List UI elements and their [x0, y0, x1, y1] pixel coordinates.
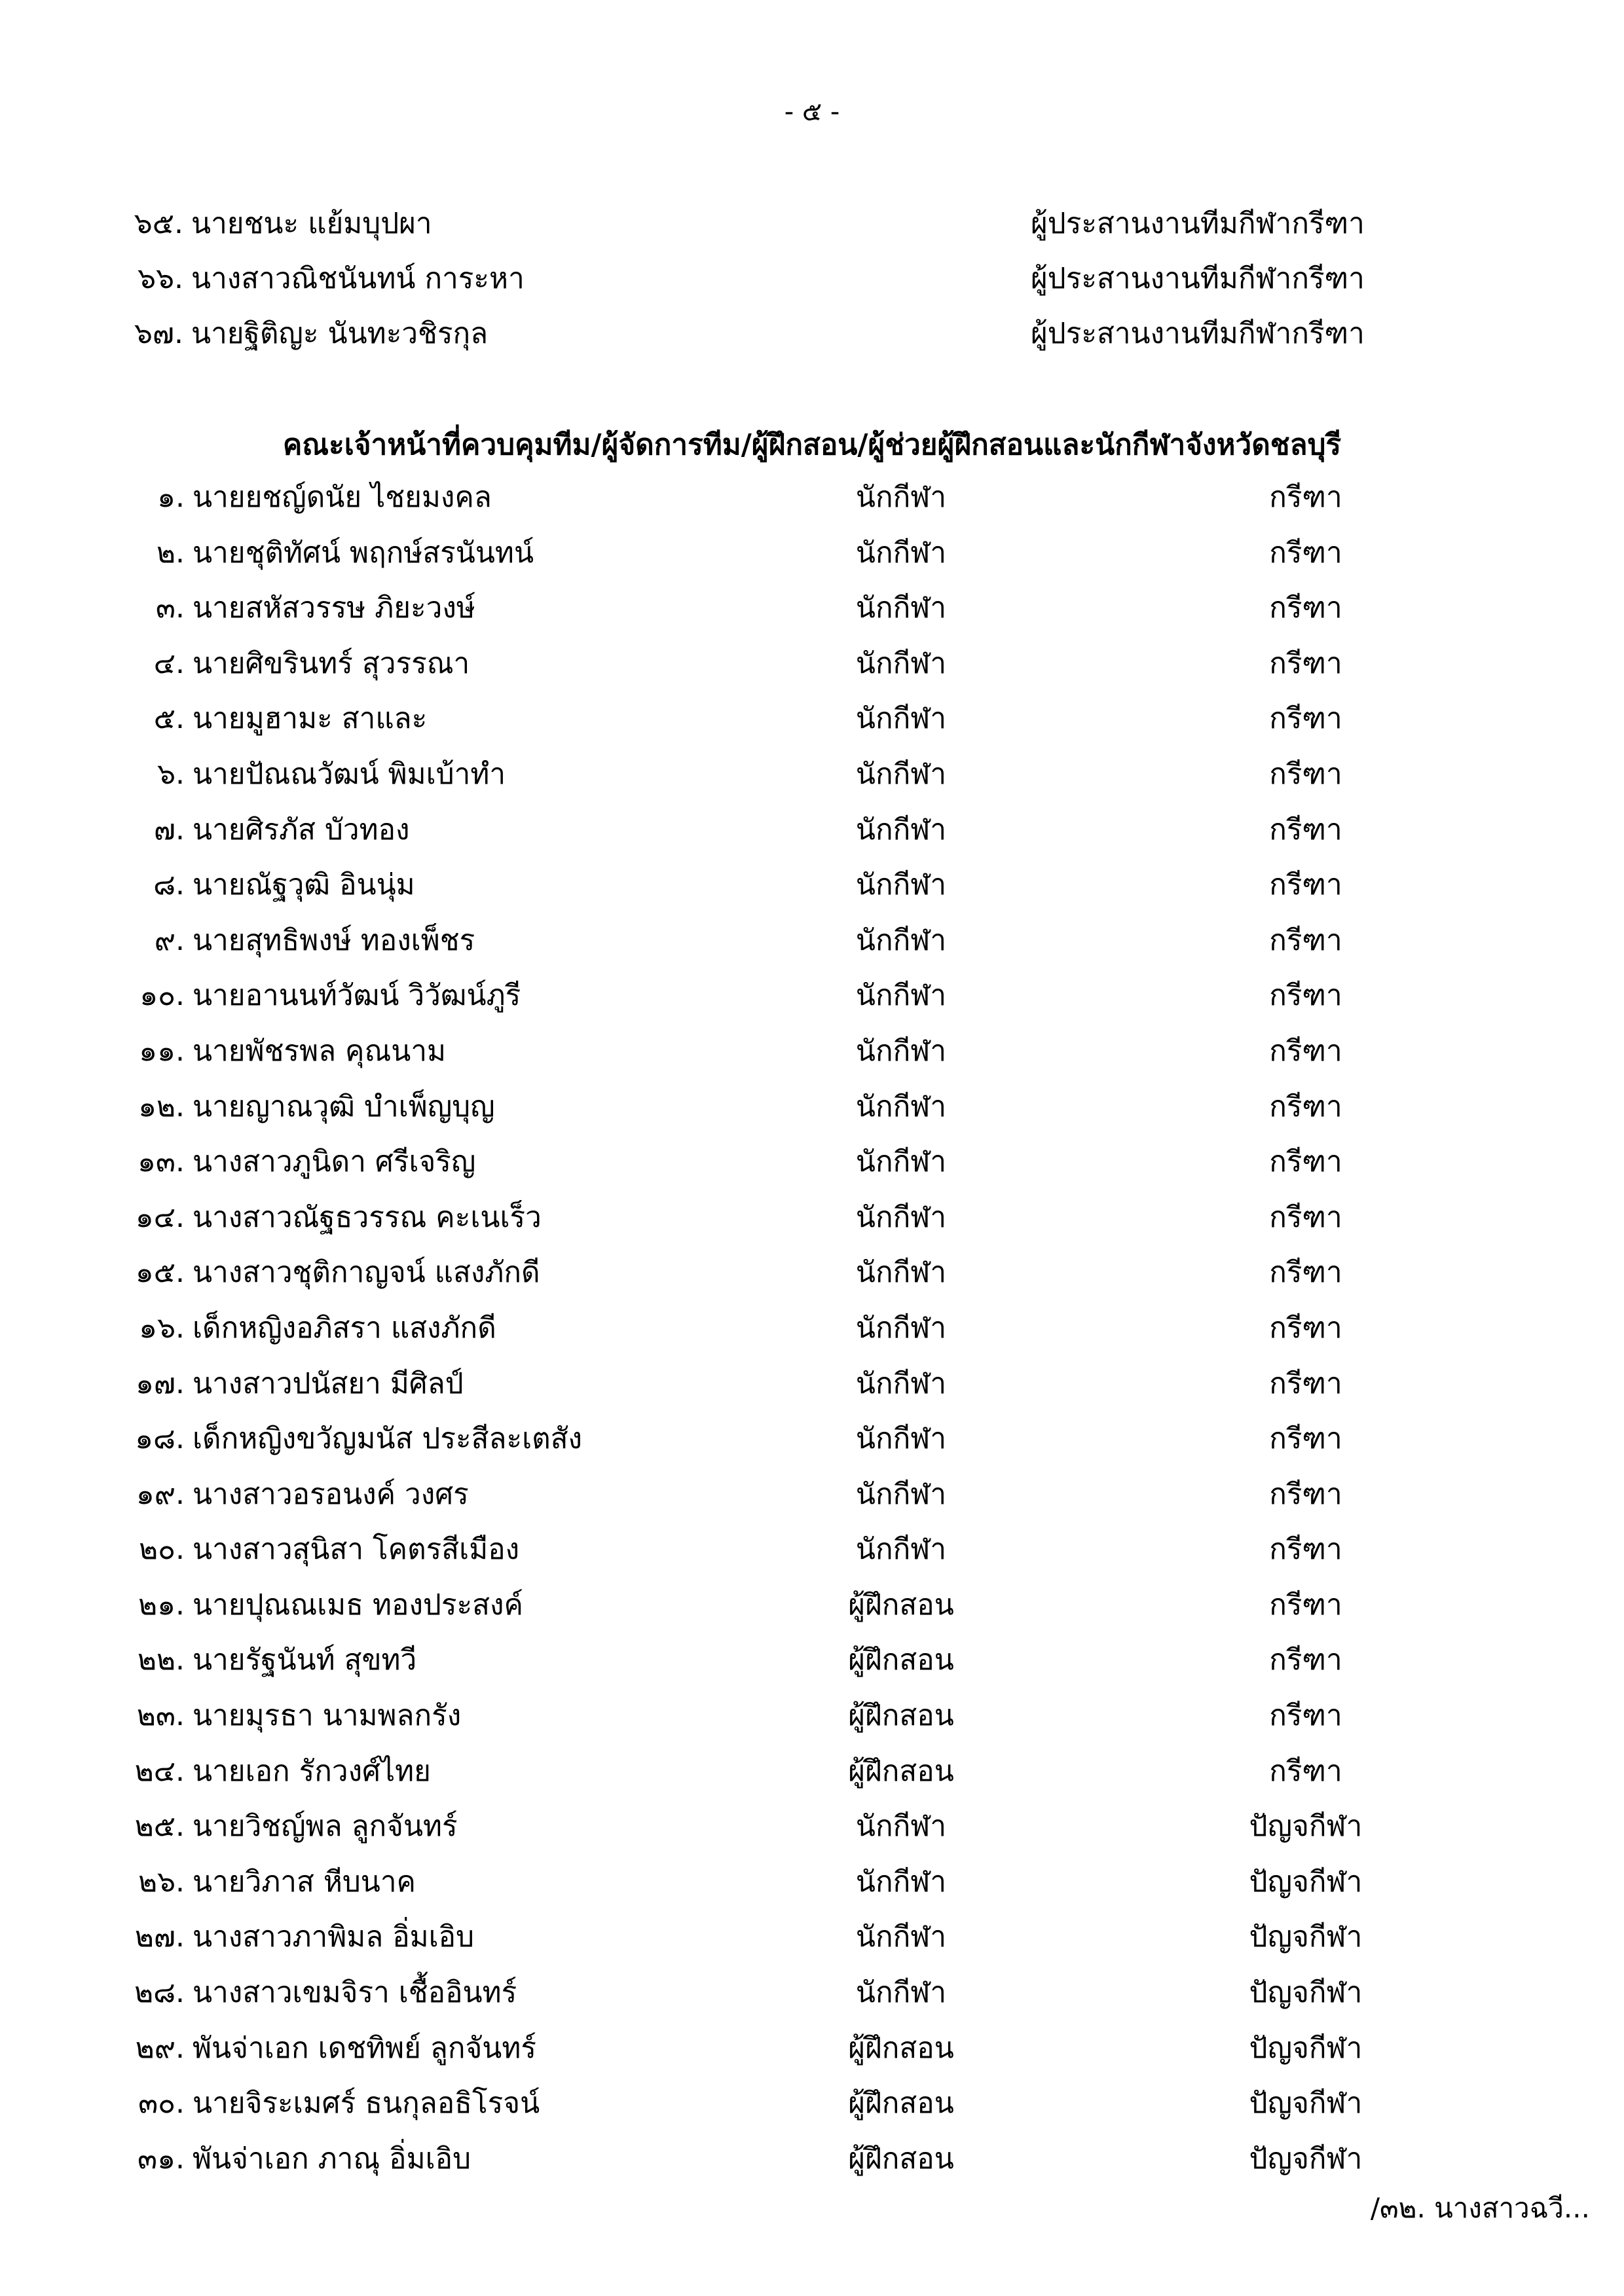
sport-name-text: ปัญจกีฬา [1249, 2086, 1363, 2121]
person-role-text: นักกีฬา [855, 702, 947, 736]
person-role-text: นักกีฬา [855, 481, 947, 514]
list-item [0, 2132, 1624, 2187]
sport-name-text: กรีฑา [1269, 979, 1342, 1013]
person-role-text: นักกีฬา [855, 1865, 947, 1899]
person-role-text: นักกีฬา [855, 1477, 947, 1511]
person-name: นายศิรภัส บัวทอง [193, 812, 410, 847]
person-role-text: นักกีฬา [855, 1533, 947, 1567]
list-item [0, 1578, 1624, 1633]
sport-name-text: กรีฑา [1269, 481, 1342, 514]
list-item [0, 581, 1624, 636]
item-number: ๑๔. [135, 1200, 185, 1234]
item-number: ๒๙. [135, 2031, 185, 2065]
sport-name-text: กรีฑา [1269, 1366, 1342, 1400]
member-list [0, 470, 1624, 2187]
list-item [0, 196, 1624, 251]
item-number: ๒๓. [136, 1699, 185, 1733]
list-item [0, 1910, 1624, 1965]
person-role-text: ผู้ฝึกสอน [848, 1588, 954, 1622]
list-item [0, 747, 1624, 803]
item-number: ๑๙. [136, 1477, 185, 1511]
person-role-text: นักกีฬา [855, 1976, 947, 2010]
person-name: นายเอก รักวงศ์ไทย [193, 1754, 431, 1788]
item-number: ๒๑. [138, 1588, 185, 1622]
person-role-text: นักกีฬา [855, 868, 947, 902]
list-item [0, 1024, 1624, 1080]
item-number: ๒๖. [138, 1865, 185, 1899]
list-item [0, 1855, 1624, 1910]
list-item [0, 526, 1624, 581]
sport-name-text: กรีฑา [1269, 868, 1342, 902]
person-role-text: นักกีฬา [855, 1256, 947, 1290]
list-item [0, 470, 1624, 526]
person-role-text: นักกีฬา [855, 1422, 947, 1456]
person-role-text: นักกีฬา [855, 591, 947, 625]
person-role-text: นักกีฬา [855, 646, 947, 680]
person-name: นางสาวปนัสยา มีศิลป์ [193, 1366, 464, 1400]
person-role-text: นักกีฬา [855, 1200, 947, 1234]
item-number: ๑๕. [135, 1256, 185, 1290]
person-name: นายยชญ์ดนัย ไชยมงคล [193, 481, 492, 514]
item-number: ๒๗. [134, 1920, 185, 1954]
person-role-text: นักกีฬา [855, 1311, 947, 1345]
person-name: นายรัฐนันท์ สุขทวี [193, 1643, 417, 1677]
sport-name-text: กรีฑา [1269, 757, 1342, 791]
sport-name-text: กรีฑา [1269, 923, 1342, 957]
person-name: นายฐิติญะ นันทะวชิรกุล [191, 317, 489, 350]
person-name: นายจิระเมศร์ ธนกุลอธิโรจน์ [193, 2086, 540, 2121]
continuation-note: /๓๒. นางสาวฉวี... [1370, 2192, 1590, 2224]
sport-name-text: ปัญจกีฬา [1249, 1920, 1363, 1954]
person-role: ผู้ประสานงานทีมกีฬากรีฑา [1031, 317, 1365, 350]
item-number: ๑๘. [135, 1422, 185, 1456]
list-item [0, 2076, 1624, 2132]
sport-name-text: กรีฑา [1269, 1754, 1342, 1788]
top-list [0, 196, 1624, 361]
person-role-text: นักกีฬา [855, 1034, 947, 1068]
sport-name-text: ปัญจกีฬา [1249, 1810, 1363, 1844]
list-item [0, 858, 1624, 913]
person-role-text: ผู้ฝึกสอน [848, 2086, 954, 2121]
item-number: ๗. [153, 812, 185, 847]
item-number: ๒๘. [134, 1976, 185, 2010]
person-name: นายญาณวุฒิ บำเพ็ญบุญ [193, 1089, 495, 1123]
list-item [0, 1965, 1624, 2021]
sport-name-text: ปัญจกีฬา [1249, 2141, 1363, 2176]
person-role-text: นักกีฬา [855, 1366, 947, 1400]
person-name: เด็กหญิงขวัญมนัส ประสีละเตสัง [193, 1422, 583, 1456]
person-role: ผู้ประสานงานทีมกีฬากรีฑา [1031, 262, 1365, 295]
item-number: ๑๗. [135, 1366, 185, 1400]
person-name: นายมุรธา นามพลกรัง [193, 1699, 462, 1733]
sport-name-text: กรีฑา [1269, 1643, 1342, 1677]
item-number: ๑๒. [138, 1089, 185, 1123]
sport-name-text: กรีฑา [1269, 591, 1342, 625]
person-name: นางสาวภาพิมล อิ่มเอิบ [193, 1920, 475, 1954]
person-role-text: ผู้ฝึกสอน [848, 1754, 954, 1788]
list-item [0, 306, 1624, 361]
person-name: นายสุทธิพงษ์ ทองเพ็ชร [193, 923, 475, 957]
list-item [0, 1135, 1624, 1190]
list-item [0, 1688, 1624, 1744]
item-number: ๑๑. [139, 1034, 185, 1068]
person-role-text: นักกีฬา [855, 812, 947, 847]
list-item [0, 691, 1624, 747]
person-name: นางสาวณิชนันทน์ การะหา [191, 262, 525, 295]
person-role-text: นักกีฬา [855, 1145, 947, 1179]
sport-name-text: กรีฑา [1269, 1145, 1342, 1179]
sport-name-text: ปัญจกีฬา [1249, 1976, 1363, 2010]
sport-name-text: กรีฑา [1269, 1256, 1342, 1290]
sport-name-text: กรีฑา [1269, 1422, 1342, 1456]
person-name: นางสาวภูนิดา ศรีเจริญ [193, 1145, 476, 1179]
person-role-text: นักกีฬา [855, 757, 947, 791]
person-name: เด็กหญิงอภิสรา แสงภักดี [193, 1311, 496, 1345]
item-number: ๖๕. [134, 207, 183, 240]
person-name: นายปุณณเมธ ทองประสงค์ [193, 1588, 523, 1622]
item-number: ๑๖. [139, 1311, 185, 1345]
item-number: ๔. [153, 646, 185, 680]
sport-name-text: กรีฑา [1269, 1699, 1342, 1733]
sport-name-text: กรีฑา [1269, 702, 1342, 736]
person-role-text: นักกีฬา [855, 1810, 947, 1844]
person-name: นางสาวอรอนงค์ วงศร [193, 1477, 469, 1511]
list-item [0, 1301, 1624, 1357]
person-name: นายวิภาส หีบนาค [193, 1865, 416, 1899]
item-number: ๒๐. [139, 1533, 185, 1567]
item-number: ๒๔. [134, 1754, 185, 1788]
list-item [0, 1190, 1624, 1246]
list-item [0, 1522, 1624, 1578]
item-number: ๒. [157, 536, 185, 570]
person-role-text: ผู้ฝึกสอน [848, 2141, 954, 2176]
item-number: ๓. [155, 591, 185, 625]
sport-name-text: กรีฑา [1269, 646, 1342, 680]
item-number: ๑๐. [139, 979, 185, 1013]
person-name: นายอานนท์วัฒน์ วิวัฒน์ภูรี [193, 979, 521, 1013]
item-number: ๖. [157, 757, 185, 791]
section-title: คณะเจ้าหน้าที่ควบคุมทีม/ผู้จัดการทีม/ผู้ฝึกสอน/ผู้ช่วยผู้ฝึกสอนและนักกีฬาจังหวัดชลบุรี [282, 428, 1342, 462]
item-number: ๓๑. [138, 2141, 185, 2176]
person-name: นายมูฮามะ สาและ [193, 702, 428, 736]
person-name: นางสาวณัฐธวรรณ คะเนเร็ว [193, 1200, 542, 1234]
person-name: นายชนะ แย้มบุปผา [191, 207, 432, 240]
person-name: นางสาวชุติกาญจน์ แสงภักดี [193, 1256, 540, 1290]
list-item [0, 968, 1624, 1024]
person-role-text: นักกีฬา [855, 1089, 947, 1123]
person-role-text: นักกีฬา [855, 923, 947, 957]
person-role-text: นักกีฬา [855, 979, 947, 1013]
list-item [0, 251, 1624, 306]
item-number: ๖๖. [138, 262, 183, 295]
person-name: นายปัณณวัฒน์ พิมเบ้าทำ [193, 757, 506, 791]
item-number: ๖๗. [134, 317, 183, 350]
person-name: นายชุติทัศน์ พฤกษ์สรนันทน์ [193, 536, 534, 570]
list-item [0, 1633, 1624, 1688]
item-number: ๒๒. [138, 1643, 185, 1677]
person-name: นายณัฐวุฒิ อินนุ่ม [193, 868, 415, 902]
sport-name-text: กรีฑา [1269, 1477, 1342, 1511]
sport-name-text: กรีฑา [1269, 1311, 1342, 1345]
person-role-text: ผู้ฝึกสอน [848, 2031, 954, 2065]
person-name: นางสาวเขมจิรา เชื้ออินทร์ [193, 1976, 517, 2010]
item-number: ๘. [153, 868, 185, 902]
person-name: นางสาวสุนิสา โคตรสีเมือง [193, 1533, 520, 1567]
person-name: นายพัชรพล คุณนาม [193, 1034, 447, 1068]
sport-name-text: กรีฑา [1269, 1089, 1342, 1123]
list-item [0, 636, 1624, 692]
person-name: นายสหัสวรรษ ภิยะวงษ์ [193, 591, 475, 625]
page-number: - ๕ - [784, 97, 840, 127]
item-number: ๑. [157, 481, 185, 514]
list-item [0, 2021, 1624, 2077]
sport-name-text: กรีฑา [1269, 1533, 1342, 1567]
sport-name-text: กรีฑา [1269, 812, 1342, 847]
person-name: นายศิขรินทร์ สุวรรณา [193, 646, 470, 680]
sport-name-text: กรีฑา [1269, 1034, 1342, 1068]
person-role-text: ผู้ฝึกสอน [848, 1699, 954, 1733]
person-role-text: นักกีฬา [855, 1920, 947, 1954]
sport-name-text: กรีฑา [1269, 1200, 1342, 1234]
list-item [0, 1357, 1624, 1412]
sport-name-text: กรีฑา [1269, 1588, 1342, 1622]
item-number: ๓๐. [138, 2086, 185, 2121]
list-item [0, 1080, 1624, 1135]
person-name: พันจ่าเอก ภาณุ อิ่มเอิบ [193, 2141, 471, 2176]
list-item [0, 803, 1624, 858]
item-number: ๙. [154, 923, 185, 957]
list-item [0, 1412, 1624, 1467]
sport-name-text: กรีฑา [1269, 536, 1342, 570]
list-item [0, 913, 1624, 969]
list-item [0, 1467, 1624, 1523]
item-number: ๕. [153, 702, 185, 736]
person-role-text: นักกีฬา [855, 536, 947, 570]
list-item [0, 1245, 1624, 1301]
item-number: ๒๕. [134, 1810, 185, 1844]
person-role: ผู้ประสานงานทีมกีฬากรีฑา [1031, 207, 1365, 240]
sport-name-text: ปัญจกีฬา [1249, 1865, 1363, 1899]
person-role-text: ผู้ฝึกสอน [848, 1643, 954, 1677]
list-item [0, 1799, 1624, 1855]
item-number: ๑๓. [138, 1145, 185, 1179]
person-name: พันจ่าเอก เดชทิพย์ ลูกจันทร์ [193, 2031, 537, 2065]
sport-name-text: ปัญจกีฬา [1249, 2031, 1363, 2065]
person-name: นายวิชญ์พล ลูกจันทร์ [193, 1810, 458, 1844]
list-item [0, 1744, 1624, 1800]
